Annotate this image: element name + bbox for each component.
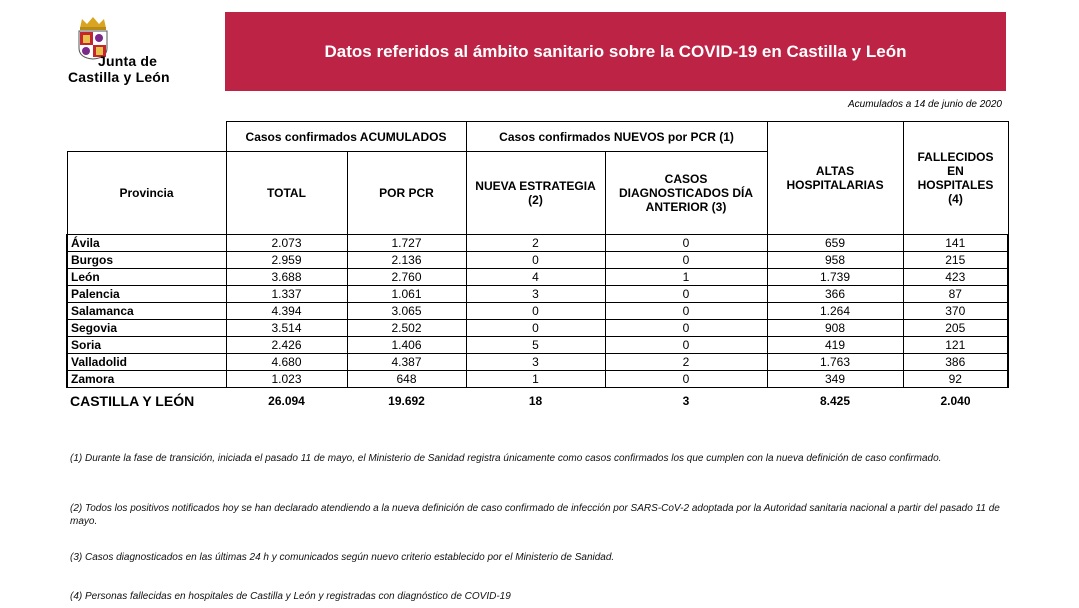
table-cell: 0	[466, 320, 605, 337]
table-cell: 141	[903, 235, 1008, 252]
logo-line-2: Castilla y León	[68, 69, 170, 85]
province-name: Burgos	[67, 252, 226, 269]
table-cell: 1.337	[226, 286, 347, 303]
table-cell: 386	[903, 354, 1008, 371]
table-cell: 3.065	[347, 303, 466, 320]
logo-line-1: Junta de	[98, 53, 158, 69]
table-cell: 2.426	[226, 337, 347, 354]
total-cell: 3	[682, 394, 690, 408]
table-cell: 1	[466, 371, 605, 388]
table-cell: 1.061	[347, 286, 466, 303]
table-row	[67, 303, 1008, 320]
table-row	[67, 235, 1008, 252]
table-row	[67, 252, 1008, 269]
table-cell: 908	[767, 320, 903, 337]
table-cell: 2.502	[347, 320, 466, 337]
table-cell: 0	[605, 303, 767, 320]
header-altas: ALTAS HOSPITALARIAS	[767, 122, 903, 235]
table-cell: 5	[466, 337, 605, 354]
province-name: Segovia	[67, 320, 226, 337]
table-cell: 1.023	[226, 371, 347, 388]
table-cell: 2.073	[226, 235, 347, 252]
province-name: Soria	[67, 337, 226, 354]
total-cell: 2.040	[940, 394, 971, 408]
table-cell: 2	[466, 235, 605, 252]
total-row	[67, 388, 1008, 415]
table-cell: 4.680	[226, 354, 347, 371]
table-cell: 0	[466, 252, 605, 269]
table-cell: 2.136	[347, 252, 466, 269]
province-name: Valladolid	[67, 354, 226, 371]
table-cell: 659	[767, 235, 903, 252]
table-cell: 349	[767, 371, 903, 388]
title-banner	[225, 12, 1006, 91]
table-cell: 1	[605, 269, 767, 286]
table-cell: 1.739	[767, 269, 903, 286]
crown-icon	[78, 16, 108, 30]
covid-data-table	[66, 121, 1009, 414]
header-total: TOTAL	[226, 152, 347, 235]
table-row	[67, 269, 1008, 286]
table-cell: 0	[605, 337, 767, 354]
table-cell: 0	[605, 286, 767, 303]
total-cell: 18	[528, 394, 543, 408]
total-cell: 8.425	[820, 394, 851, 408]
province-name: Ávila	[67, 235, 226, 252]
table-cell: 0	[605, 252, 767, 269]
table-cell: 423	[903, 269, 1008, 286]
table-cell: 0	[605, 235, 767, 252]
table-cell: 366	[767, 286, 903, 303]
province-name: Salamanca	[67, 303, 226, 320]
footnote-2: (2) Todos los positivos notificados hoy se han declarado atendiendo a la nueva definición de caso confirmado de infección por SARS-CoV-2 adoptada por la Autoridad sanitaria nacional a partir del pasado 11 de mayo.	[70, 503, 1000, 527]
table-cell: 1.727	[347, 235, 466, 252]
table-cell: 87	[903, 286, 1008, 303]
total-label: CASTILLA Y LEÓN	[70, 393, 195, 409]
header-provincia: Provincia	[67, 152, 226, 235]
table-cell: 2.959	[226, 252, 347, 269]
province-name: Zamora	[67, 371, 226, 388]
table-cell: 4.394	[226, 303, 347, 320]
table-row	[67, 337, 1008, 354]
table-cell: 3	[466, 354, 605, 371]
table-row	[67, 371, 1008, 388]
header-fallecidos: FALLECIDOS EN HOSPITALES (4)	[903, 122, 1008, 235]
header-nueva-estrategia: NUEVA ESTRATEGIA (2)	[466, 152, 605, 235]
table-row	[67, 320, 1008, 337]
table-cell: 1.763	[767, 354, 903, 371]
table-cell: 92	[903, 371, 1008, 388]
date-note: Acumulados a 14 de junio de 2020	[847, 99, 1002, 110]
table-cell: 2	[605, 354, 767, 371]
table-cell: 0	[466, 303, 605, 320]
table-cell: 0	[605, 320, 767, 337]
table-cell: 3.688	[226, 269, 347, 286]
table-cell: 958	[767, 252, 903, 269]
table-cell: 2.760	[347, 269, 466, 286]
junta-logo	[66, 16, 196, 88]
page-title: Datos referidos al ámbito sanitario sobre la COVID-19 en Castilla y León	[324, 41, 907, 61]
table-cell: 205	[903, 320, 1008, 337]
table-cell: 121	[903, 337, 1008, 354]
province-name: León	[67, 269, 226, 286]
footnote-4: (4) Personas fallecidas en hospitales de Castilla y León y registradas con diagnóstico de COVID-19	[70, 591, 511, 602]
header-por-pcr: POR PCR	[347, 152, 466, 235]
table-cell: 4	[466, 269, 605, 286]
table-cell: 648	[347, 371, 466, 388]
table-cell: 3.514	[226, 320, 347, 337]
table-row	[67, 354, 1008, 371]
header-dia-anterior: CASOS DIAGNOSTICADOS DÍA ANTERIOR (3)	[605, 152, 767, 235]
table-cell: 419	[767, 337, 903, 354]
group-header-acumulados: Casos confirmados ACUMULADOS	[226, 122, 466, 152]
group-header-nuevos: Casos confirmados NUEVOS por PCR (1)	[466, 122, 767, 152]
table-cell: 370	[903, 303, 1008, 320]
total-cell: 26.094	[268, 394, 305, 408]
table-cell: 3	[466, 286, 605, 303]
table-cell: 215	[903, 252, 1008, 269]
table-cell: 4.387	[347, 354, 466, 371]
table-row	[67, 286, 1008, 303]
table-cell: 0	[605, 371, 767, 388]
footnote-3: (3) Casos diagnosticados en las últimas 24 h y comunicados según nuevo criterio establecido por el Ministerio de Sanidad.	[70, 552, 615, 563]
total-cell: 19.692	[388, 394, 425, 408]
table-cell: 1.264	[767, 303, 903, 320]
footnote-1: (1) Durante la fase de transición, iniciada el pasado 11 de mayo, el Ministerio de Sanidad registra únicamente como casos confirmados los que cumplen con la nueva definición de caso confirmado.	[70, 453, 942, 464]
province-name: Palencia	[67, 286, 226, 303]
table-cell: 1.406	[347, 337, 466, 354]
